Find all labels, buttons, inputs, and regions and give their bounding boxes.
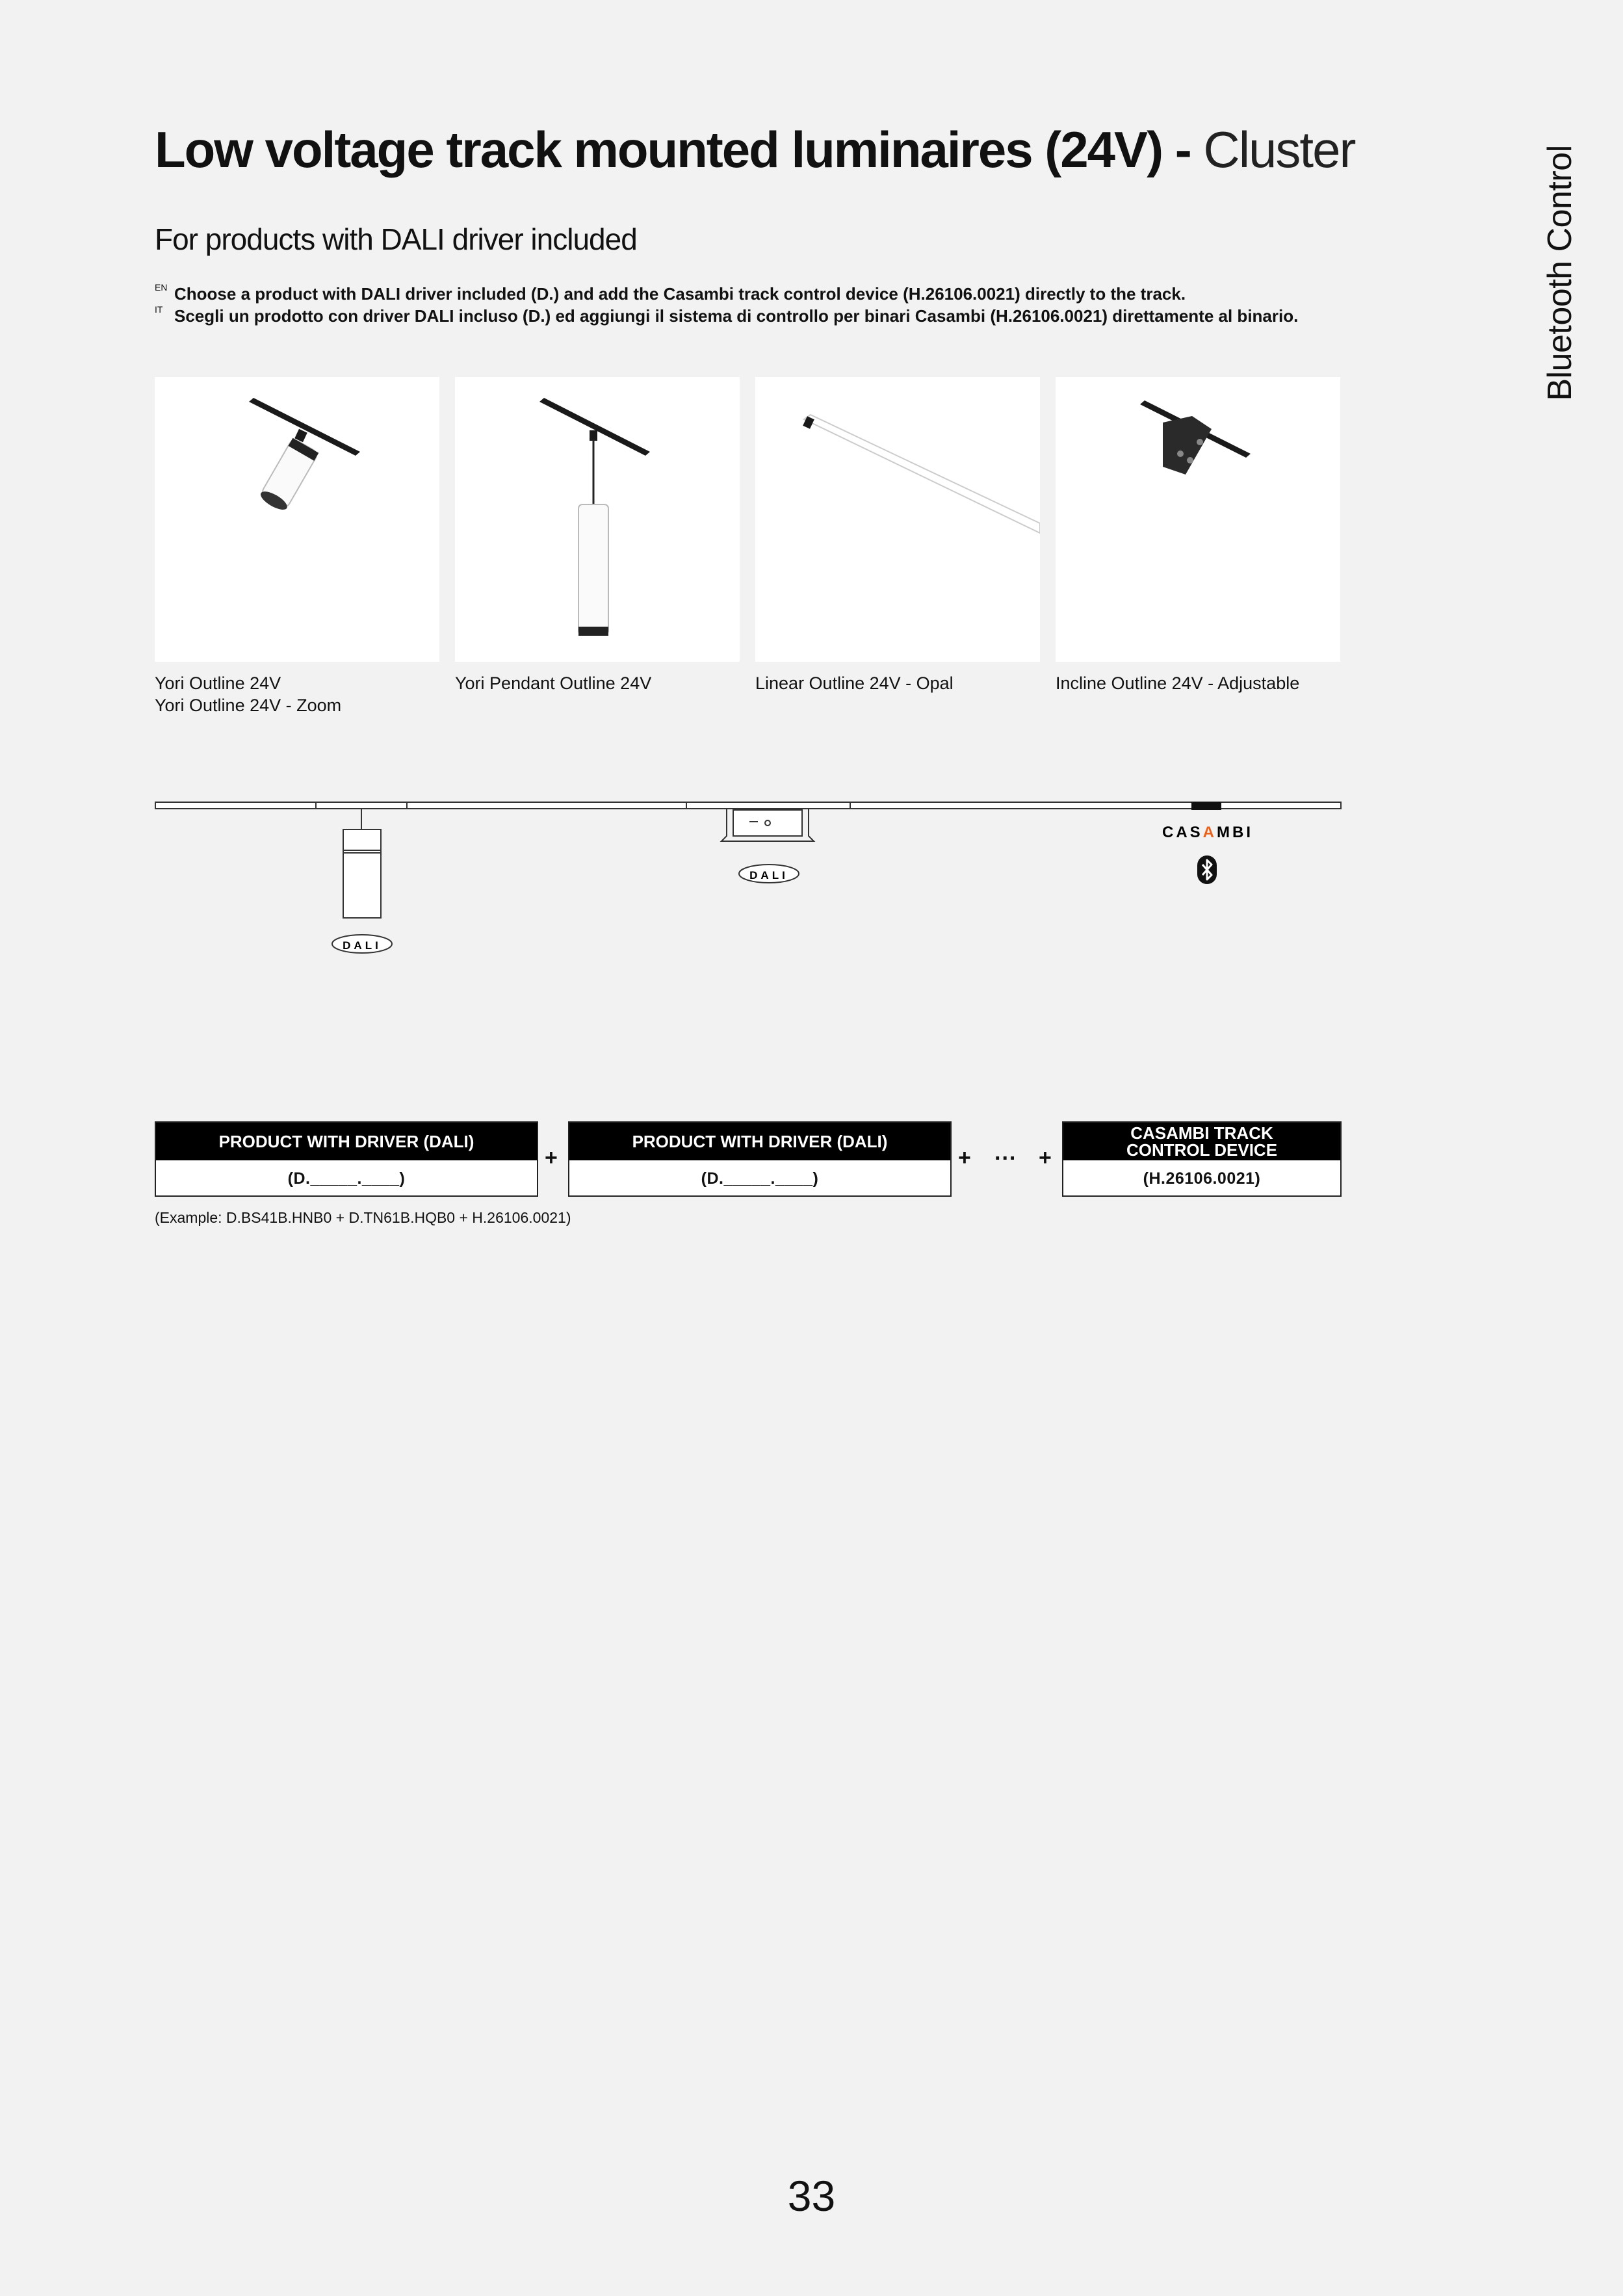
order-box-product-2: [568, 1121, 952, 1197]
casambi-accent: A: [1202, 824, 1217, 841]
side-label-text: Bluetooth Control: [1541, 145, 1579, 401]
dali-label-1: DALI: [343, 939, 382, 952]
section-subtitle: For products with DALI driver included: [155, 222, 637, 256]
product-label-yori-pendant: [455, 672, 651, 694]
product-label-line2: Yori Outline 24V - Zoom: [155, 696, 342, 715]
dali-label-2: DALI: [749, 869, 788, 881]
casambi-logo: [1162, 824, 1253, 841]
product-label-linear: [755, 672, 954, 694]
incline-illustration: [1056, 377, 1340, 662]
instruction-it-text: Scegli un prodotto con driver DALI incluso (D.) ed aggiungi il sistema di controllo per binari Casambi (H.26106.0021) direttamente al binario.: [174, 306, 1299, 326]
plus-sign: +: [958, 1145, 971, 1170]
order-box-head-line2: CONTROL DEVICE: [1126, 1140, 1278, 1160]
lang-tag-it: IT: [155, 304, 163, 315]
casambi-prefix: CAS: [1162, 824, 1203, 841]
order-box-code: (H.26106.0021): [1143, 1169, 1261, 1188]
casambi-device: [1191, 802, 1221, 810]
title-bold: Low voltage track mounted luminaires (24V) -: [155, 121, 1191, 178]
side-section-label: [1540, 130, 1579, 416]
plus-sign: +: [545, 1145, 558, 1170]
order-box-head: PRODUCT WITH DRIVER (DALI): [156, 1123, 537, 1160]
product-label-line1: Yori Outline 24V: [155, 673, 281, 693]
product-label-line1: Linear Outline 24V - Opal: [755, 673, 954, 693]
page-title: [155, 117, 1355, 182]
product-image-yori-outline: [155, 377, 439, 662]
order-box-code: (D._____.____): [287, 1169, 406, 1188]
instruction-it: [155, 298, 1298, 327]
spot-head: [343, 829, 381, 850]
yori-spot-illustration: [155, 377, 439, 662]
page-number: 33: [787, 2172, 836, 2220]
product-image-yori-pendant: [455, 377, 740, 662]
track-diagram: [155, 793, 1342, 962]
casambi-suffix: MBI: [1217, 824, 1254, 841]
order-box-head: [1063, 1123, 1340, 1160]
lang-tag-en: EN: [155, 282, 168, 293]
pendant-illustration: [455, 377, 740, 662]
plus-sign: +: [1039, 1145, 1052, 1170]
order-box-head-line1: CASAMBI TRACK: [1130, 1123, 1273, 1143]
title-light: Cluster: [1203, 121, 1355, 178]
product-label-yori-outline: [155, 672, 341, 716]
instruction-en-text: Choose a product with DALI driver included (D.) and add the Casambi track control device (H.26106.0021) directly to the track.: [174, 284, 1186, 304]
product-label-incline: [1056, 672, 1299, 694]
ellipsis: ...: [994, 1140, 1017, 1165]
spot-body: [343, 850, 381, 918]
order-box-product-1: [155, 1121, 538, 1197]
example-code: (Example: D.BS41B.HNB0 + D.TN61B.HQB0 + H.26106.0021): [155, 1209, 571, 1226]
order-box-casambi: [1062, 1121, 1342, 1197]
product-label-line1: Incline Outline 24V - Adjustable: [1056, 673, 1300, 693]
linear-illustration: [755, 377, 1040, 662]
product-image-linear: [755, 377, 1040, 662]
order-box-code: (D._____.____): [701, 1169, 819, 1188]
product-image-incline: [1056, 377, 1340, 662]
adjustable-body: [733, 810, 802, 836]
order-box-head: PRODUCT WITH DRIVER (DALI): [569, 1123, 950, 1160]
product-label-line1: Yori Pendant Outline 24V: [455, 673, 652, 693]
